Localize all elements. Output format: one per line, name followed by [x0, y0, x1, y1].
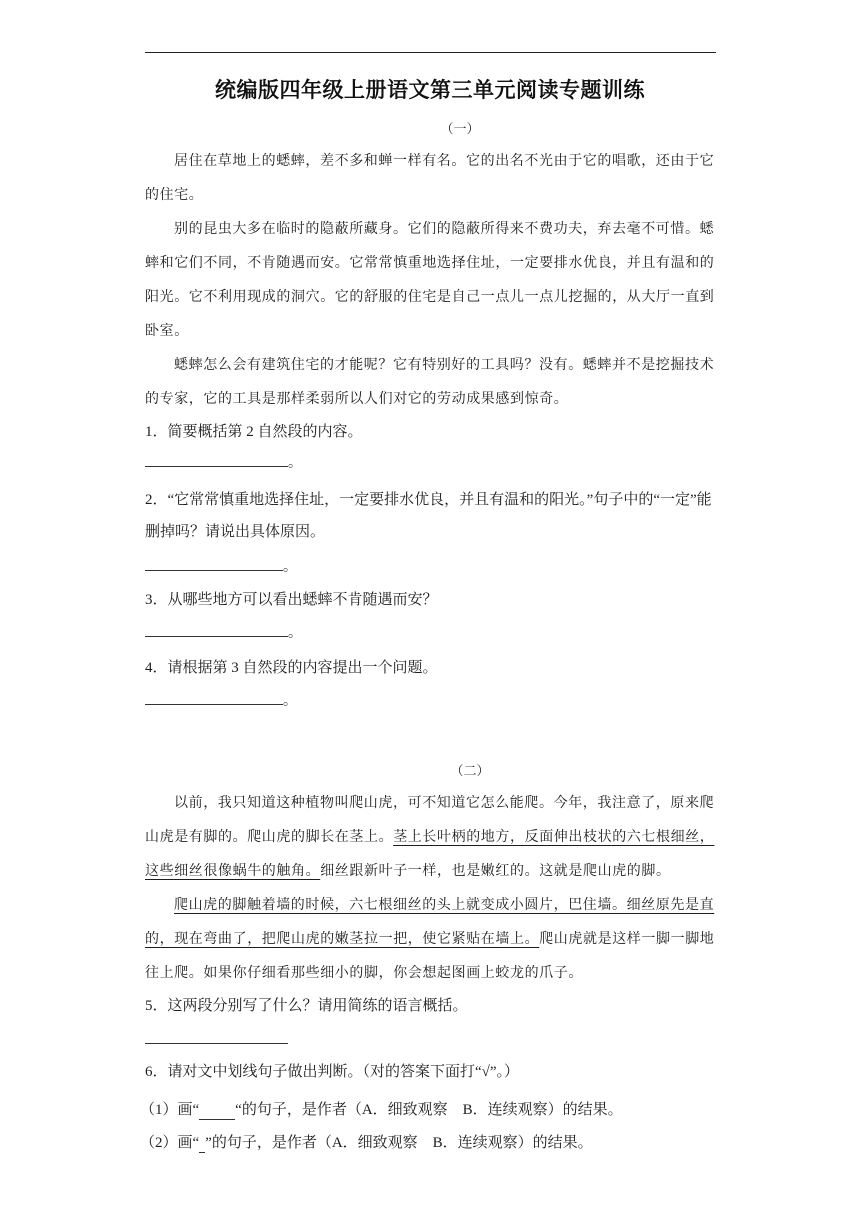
question-6-part-2: （2）画“ ”的句子，是作者（A．细致观察 B．连续观察）的结果。 — [140, 1135, 593, 1151]
question-6-part-1: （1）画“ “的句子，是作者（A．细致观察 B．连续观察）的结果。 — [140, 1102, 623, 1118]
answer-blank-2[interactable]: 。 — [145, 556, 297, 576]
paragraph-1-text-a: 以前，我只知道这种植物叫爬山虎，可不知道它怎么能爬。今年，我注意了，原来爬山虎是有脚的。爬山虎的脚长在茎上。 — [145, 795, 715, 845]
question-4: 4．请根据第 3 自然段的内容提出一个问题。 — [145, 660, 438, 676]
question-6: 6．请对文中划线句子做出判断。（对的答案下面打“√”。） — [145, 1064, 520, 1080]
paragraph-2-text-b: 爬山虎就是这样一脚一脚地往上爬。如果你仔细看那些细小的脚，你会想起图画上蛟龙的爪子。 — [145, 931, 715, 981]
section-2-paragraph-1 — [145, 786, 717, 888]
question-1: 1．简要概括第 2 自然段的内容。 — [145, 424, 363, 440]
question-2: 2．“它常常慎重地选择住址，一定要排水优良，并且有温和的阳光。”句子中的“一定”能删掉吗？请说出具体原因。 — [145, 492, 712, 540]
answer-blank-4[interactable]: 。 — [145, 690, 297, 710]
section-1-paragraph-3: 蟋蟀怎么会有建筑住宅的才能呢？它有特别好的工具吗？没有。蟋蟀并不是挖掘技术的专家，它的工具是那样柔弱所以人们对它的劳动成果感到惊奇。 — [145, 357, 715, 407]
section-1-paragraph-1: 居住在草地上的蟋蟀，差不多和蝉一样有名。它的出名不光由于它的唱歌，还由于它的住宅。 — [145, 153, 715, 203]
paragraph-1-text-b: 细丝跟新叶子一样，也是嫩红的。这就是爬山虎的脚。 — [320, 863, 671, 879]
section-2-paragraph-2 — [145, 888, 717, 990]
underline-sample-1 — [199, 1102, 235, 1120]
header-rule — [145, 52, 716, 53]
page-title: 统编版四年级上册语文第三单元阅读专题训练 — [215, 78, 645, 102]
question-5: 5．这两段分别写了什么？请用简练的语言概括。 — [145, 998, 468, 1014]
section-1-paragraph-2: 别的昆虫大多在临时的隐蔽所藏身。它们的隐蔽所得来不费功夫，弃去毫不可惜。蟋蟀和它们不同，不肯随遇而安。它常常慎重地选择住址，一定要排水优良，并且有温和的阳光。它不利用现成的洞穴。它的舒服的住宅是自己一点儿一点儿挖掘的，从大厅一直到卧室。 — [145, 221, 715, 339]
answer-blank-1[interactable]: 。 — [145, 452, 302, 472]
underlined-sentence-1: 茎上长叶柄的地方，反面伸出枝状的六七根细丝，这些细丝很像蜗牛的触角。 — [145, 829, 715, 879]
question-3: 3．从哪些地方可以看出蟋蟀不肯随遇而安？ — [145, 592, 438, 608]
section-1-heading: （一） — [440, 122, 480, 137]
answer-blank-3[interactable]: 。 — [145, 622, 302, 642]
underlined-sentence-2: 爬山虎的脚触着墙的时候，六七根细丝的头上就变成小圆片，巴住墙。细丝原先是直的，现在弯曲了，把爬山虎的嫩茎拉一把，使它紧贴在墙上。 — [145, 897, 715, 947]
section-2-heading: （二） — [450, 764, 490, 779]
answer-blank-5[interactable] — [145, 1043, 288, 1044]
